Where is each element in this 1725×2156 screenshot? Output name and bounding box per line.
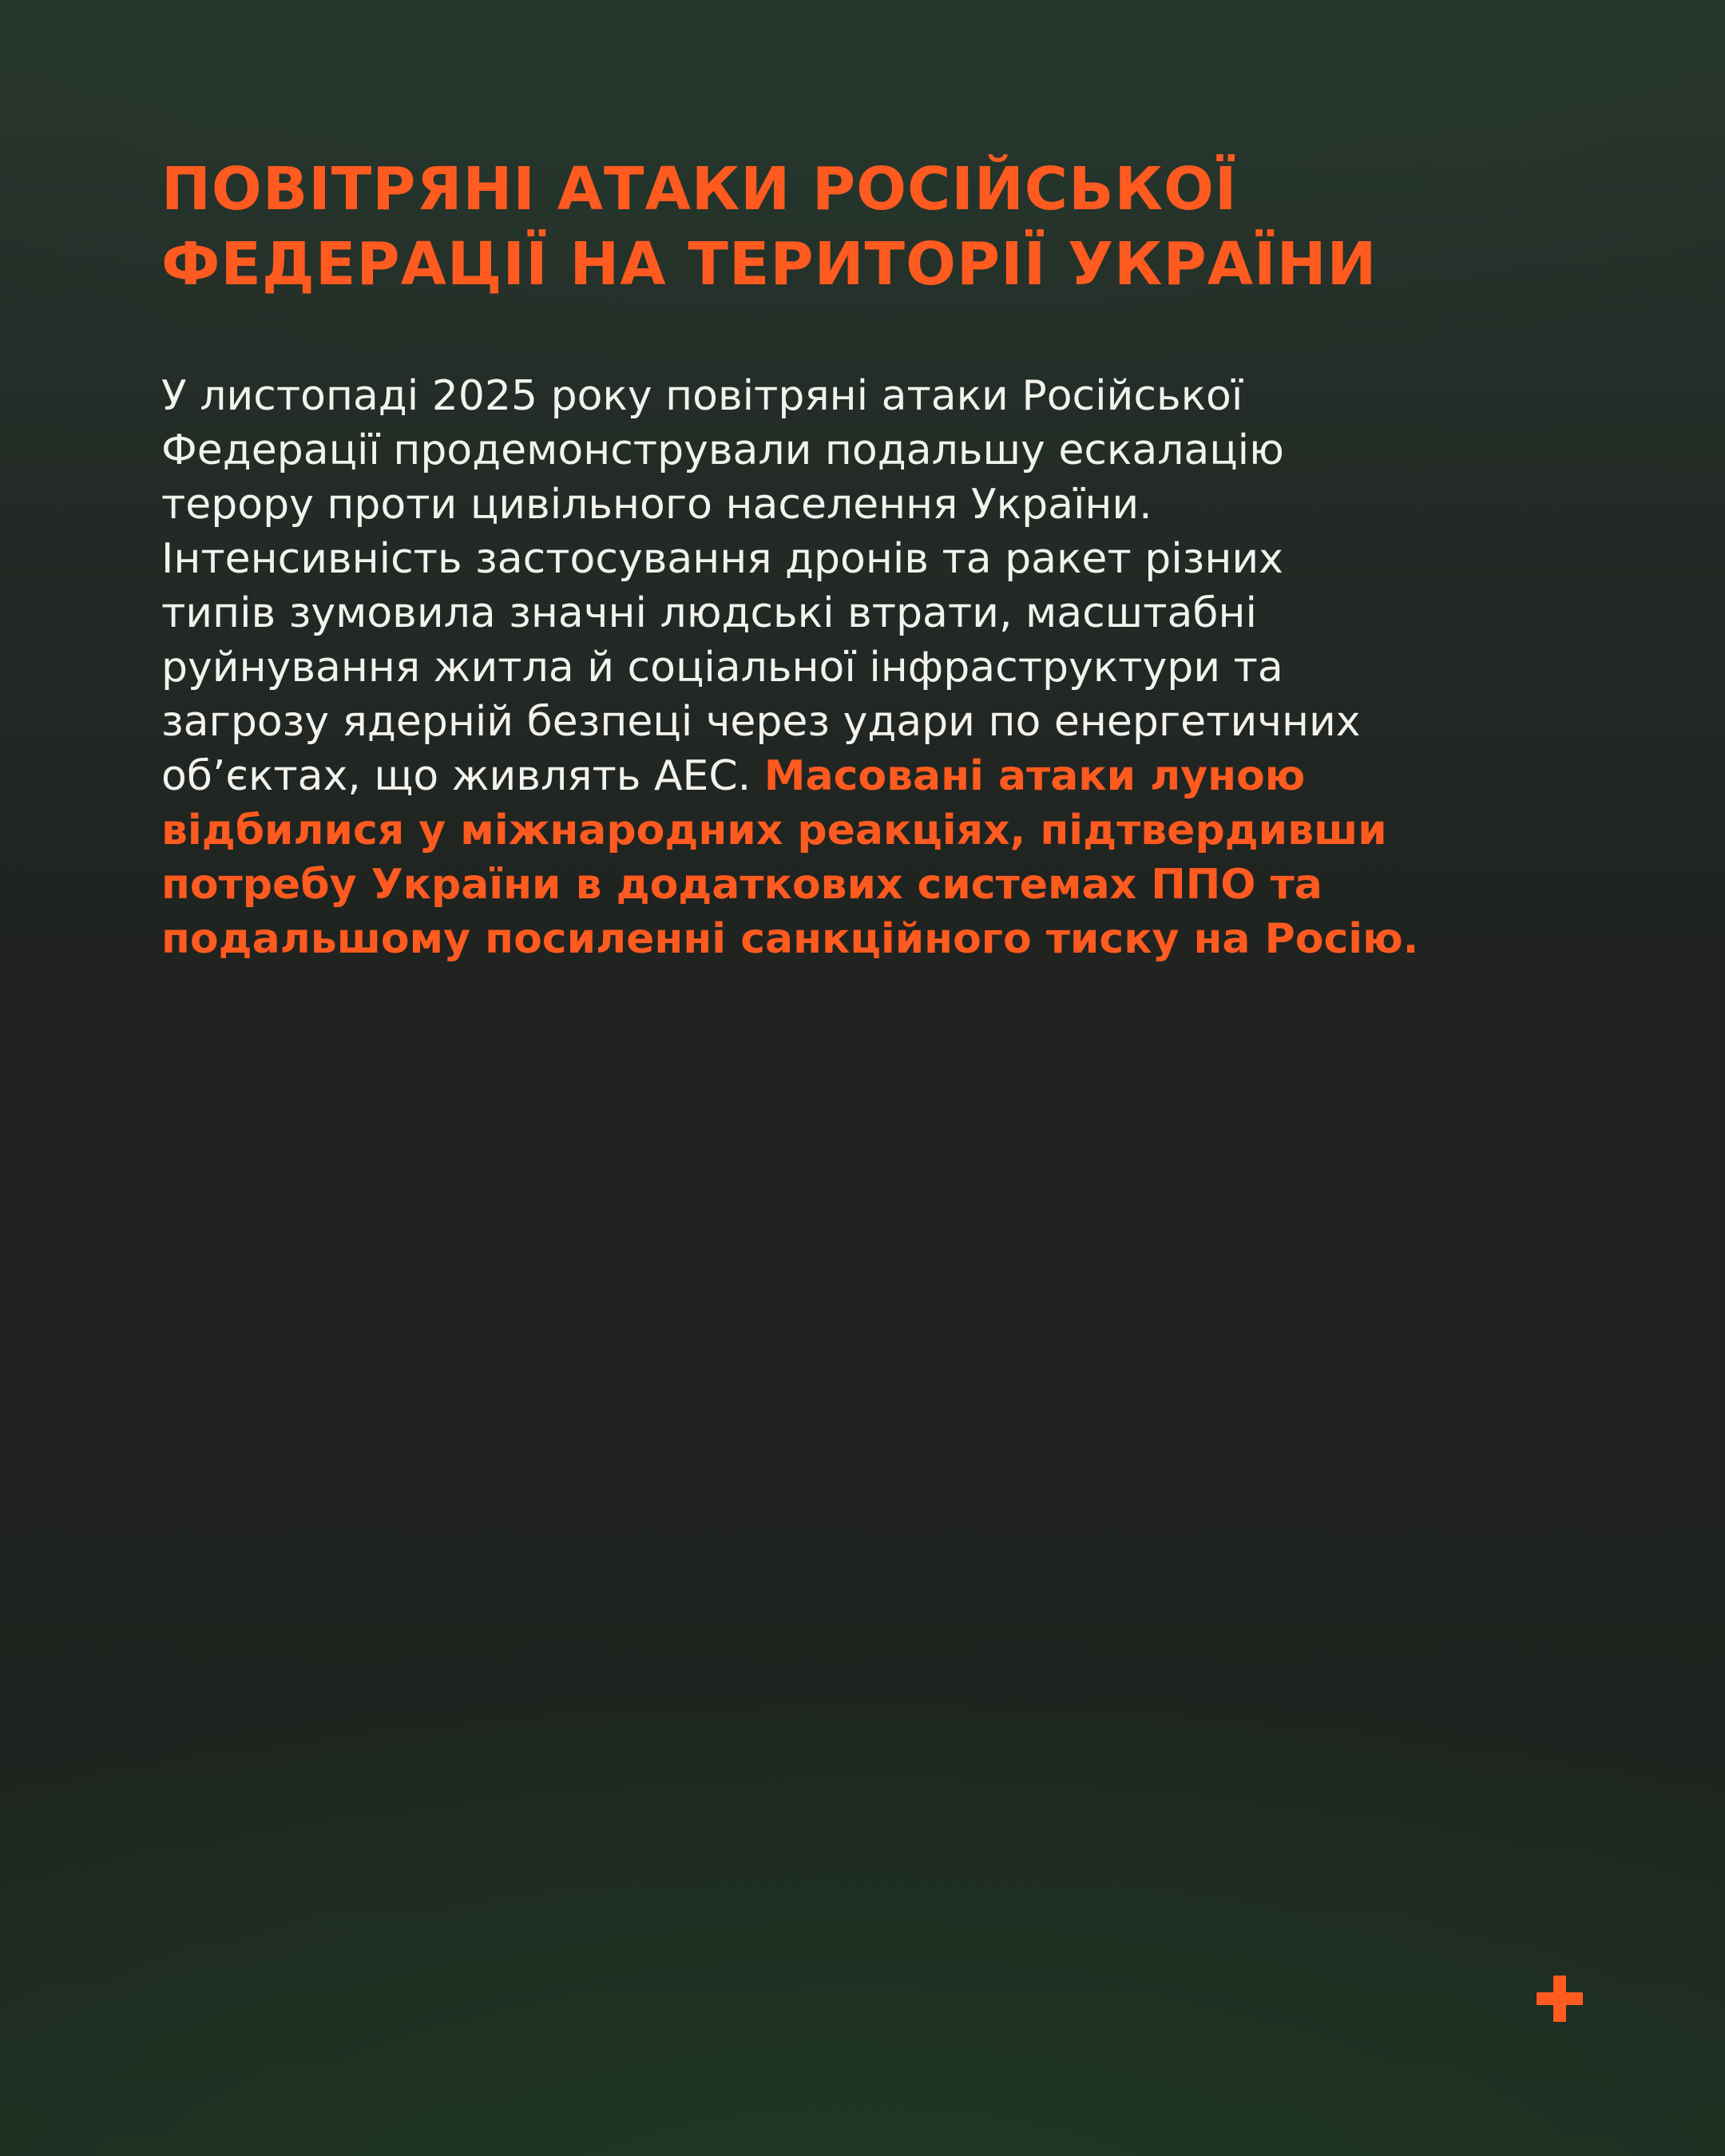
body-line-5: типів зумовила значні людські втрати, масштабні — [161, 589, 1257, 637]
body-paragraph — [161, 369, 1599, 966]
body-line-3: терору проти цивільного населення України. — [161, 481, 1152, 529]
body-line-8-plain: об’єктах, що живлять АЕС. — [161, 752, 764, 800]
title-line-2: ФЕДЕРАЦІЇ НА ТЕРИТОРІЇ УКРАЇНИ — [161, 230, 1378, 299]
highlight-line-3: потребу України в додаткових системах ППО та — [161, 861, 1322, 909]
highlight-line-4: подальшому посиленні санкційного тиску на Росію. — [161, 915, 1419, 963]
body-line-2: Федерації продемонстрували подальшу ескалацію — [161, 426, 1284, 474]
body-line-6: руйнування житла й соціальної інфраструктури та — [161, 644, 1283, 692]
body-line-4: Інтенсивність застосування дронів та ракет різних — [161, 535, 1283, 583]
title-line-1: ПОВІТРЯНІ АТАКИ РОСІЙСЬКОЇ — [161, 155, 1238, 224]
page-title — [161, 152, 1599, 302]
body-line-1: У листопаді 2025 року повітряні атаки Російської — [161, 372, 1243, 420]
body-line-7: загрозу ядерній безпеці через удари по енергетичних — [161, 698, 1361, 746]
plus-icon — [1537, 1976, 1583, 2022]
highlight-line-2: відбилися у міжнародних реакціях, підтвердивши — [161, 807, 1387, 854]
highlight-text-start: Масовані атаки луною — [763, 752, 1306, 800]
body-line-8 — [161, 749, 1599, 803]
